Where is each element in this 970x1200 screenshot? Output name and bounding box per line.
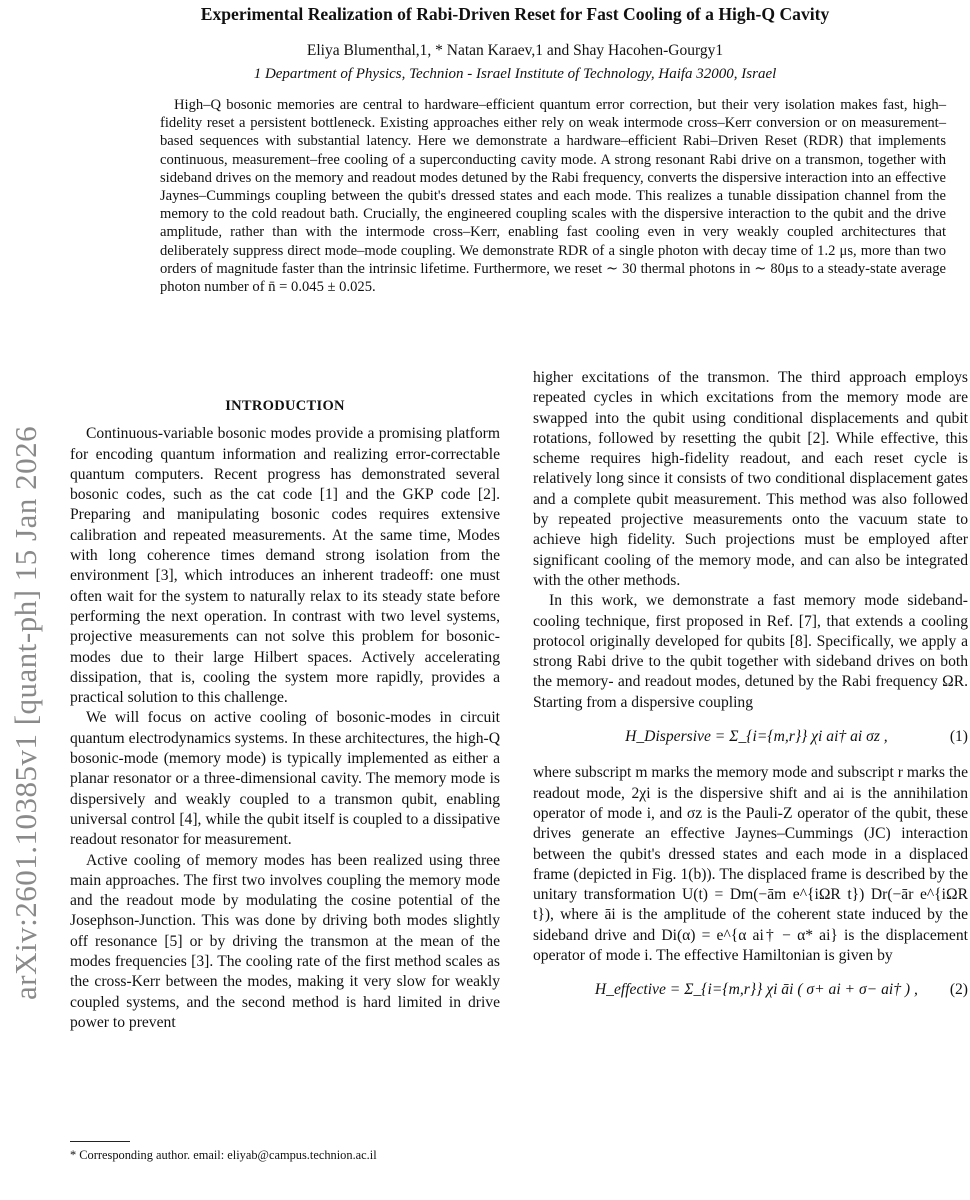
equation-expression: H_Dispersive = Σ_{i={m,r}} χi ai† ai σz ,: [625, 728, 888, 746]
equation-number: (1): [949, 728, 968, 746]
equation-2: [533, 980, 968, 1000]
paper-title: Experimental Realization of Rabi-Driven Reset for Fast Cooling of a High-Q Cavity: [200, 4, 830, 24]
author-list: Eliya Blumenthal,1, * Natan Karaev,1 and Shay Hacohen-Gourgy1: [306, 42, 724, 59]
left-column: [70, 396, 500, 1033]
paragraph: where subscript m marks the memory mode and subscript r marks the readout mode, 2χi is the dispersive shift and ai is the annihilation operator of mode i, and σz is the Pauli-Z operator of the qubit, these drives generate an effective Jaynes–Cummings (JC) interaction between the qubit's dressed states and each mode in a displaced frame (depicted in Fig. 1(b)). The displaced frame is described by the unitary transformation U(t) = Dm(−ām e^{iΩR t}) Dr(−ār e^{iΩR t}), where āi is the amplitude of the coherent state induced by the sideband drive and Di(α) = e^{α ai† − α* ai} is the displacement operator of mode i. The effective Hamiltonian is given by: [533, 764, 968, 965]
equation-number: (2): [949, 981, 968, 999]
paragraph: We will focus on active cooling of bosonic-modes in circuit quantum electrodynamics systems. In these architectures, the high-Q bosonic-mode (memory mode) is typically implemented as either a planar resonator or a three-dimensional cavity. The memory mode is dispersively and weakly coupled to a transmon qubit, enabling universal control [4], while the qubit itself is coupled to a dissipative readout resonator for measurement.: [70, 709, 500, 849]
right-column: [533, 368, 968, 1017]
arxiv-identifier-stripe: arXiv:2601.10385v1 [quant-ph] 15 Jan 2026: [8, 425, 43, 1000]
equation-1: [533, 727, 968, 747]
abstract: High–Q bosonic memories are central to hardware–efficient quantum error correction, but their very isolation makes fast, high–fidelity reset a persistent bottleneck. Existing approaches either rely on weak intermode cross–Kerr conversion or on measurement–based sequences with substantial latency. Here we demonstrate a hardware–efficient Rabi–Driven Reset (RDR) that implements continuous, measurement–free cooling of a superconducting cavity mode. A strong resonant Rabi drive on a transmon, together with sideband drives on the memory and readout modes detuned by the Rabi frequency, converts the dispersive interaction into an effective Jaynes–Cummings coupling between the qubit's dressed states and each mode. This realizes a tunable dissipation channel from the memory to the cold readout bath. Crucially, the engineered coupling scales with the dispersive interaction to the qubit and the drive amplitude, rather than with the intermode cross–Kerr, enabling fast cooling even in very weakly coupled architectures that deliberately suppress direct mode–mode coupling. We demonstrate RDR of a single photon with decay time of 1.2 μs, more than two orders of magnitude faster than the intrinsic lifetime. Furthermore, we reset ∼ 30 thermal photons in ∼ 80μs to a steady-state average photon number of n̄ = 0.045 ± 0.025.: [160, 97, 946, 296]
paragraph: higher excitations of the transmon. The third approach employs repeated cycles in which excitations from the memory mode are swapped into the qubit using conditional displacements and qubit rotations, followed by resetting the qubit [2]. While effective, this scheme requires high-fidelity readout, and each reset cycle is relatively long since it consists of two conditional displacement gates and a complete qubit measurement. This method was also followed by repeated projective measurements onto the vacuum state to achieve high fidelity. Such projections must be employed after significant cooling of the memory mode, and can also be integrated with the other methods.: [533, 369, 968, 589]
paragraph: In this work, we demonstrate a fast memory mode sideband-cooling technique, first proposed in Ref. [7], that extends a cooling protocol originally developed for qubits [8]. Specifically, we apply a strong Rabi drive to the qubit together with sideband drives on both the memory- and readout modes, detuned by the Rabi frequency ΩR. Starting from a dispersive coupling: [533, 592, 968, 711]
paragraph: Continuous-variable bosonic modes provide a promising platform for encoding quantum information and realizing error-correctable quantum computers. Recent progress has demonstrated several bosonic codes, such as the cat code [1] and the GKP code [2]. Preparing and manipulating bosonic codes requires extensive calibration and repeated measurements. At the same time, Modes with long coherence times demand strong isolation from the environment [3], which introduces an inherent tradeoff: one must often wait for the system to naturally relax to its steady state before performing the next operation. In contrast with two level systems, projective measurements can not solve this problem for bosonic-modes due to their large Hilbert spaces. Actively accelerating dissipation, that is, cooling the system more rapidly, provides a practical solution to this challenge.: [70, 425, 500, 707]
equation-expression: H_effective = Σ_{i={m,r}} χi āi ( σ+ ai + σ− ai† ) ,: [594, 981, 918, 999]
footnote-rule: [70, 1141, 130, 1142]
affiliation: 1 Department of Physics, Technion - Israel Institute of Technology, Haifa 32000, Israel: [253, 66, 777, 82]
paragraph: Active cooling of memory modes has been realized using three main approaches. The first two involves coupling the memory mode and the readout mode by modulating the cosine potential of the Josephson-Junction. This was done by driving both modes slightly off resonance [5] or by driving the transmon at the mean of the modes frequencies [3]. The cooling rate of the first method scales as the cross-Kerr between the modes, making it very slow for weakly coupled systems, and the second method is hard limited in drive power to prevent: [70, 851, 500, 1031]
section-heading-introduction: INTRODUCTION: [225, 398, 345, 414]
footnote: * Corresponding author. email: eliyab@campus.technion.ac.il: [70, 1148, 377, 1162]
